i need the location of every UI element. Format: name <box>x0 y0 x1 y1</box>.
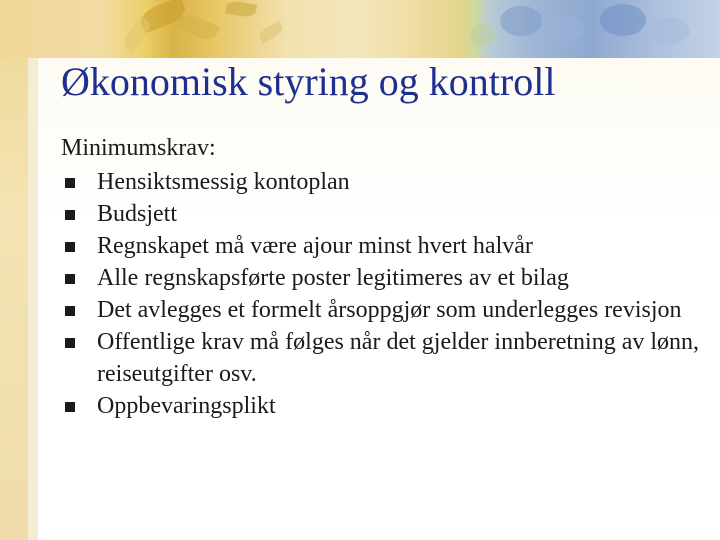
list-item-text: Oppbevaringsplikt <box>97 393 276 419</box>
top-decorative-band <box>0 0 720 58</box>
intro-text: Minimumskrav: <box>61 135 216 161</box>
list-item-text: Det avlegges et formelt årsoppgjør som underlegges revisjon <box>97 297 682 323</box>
flower-decoration <box>500 6 542 36</box>
square-bullet-icon <box>65 402 75 412</box>
left-decorative-strip <box>0 0 28 540</box>
leaf-decoration <box>120 16 154 52</box>
square-bullet-icon <box>65 178 75 188</box>
square-bullet-icon <box>65 242 75 252</box>
list-item <box>61 230 711 262</box>
leaf-decoration <box>257 20 286 43</box>
list-item-text: Budsjett <box>97 201 178 227</box>
square-bullet-icon <box>65 306 75 316</box>
list-item-text: Regnskapet må være ajour minst hvert halvår <box>97 233 533 259</box>
list-item <box>61 166 711 198</box>
flower-decoration <box>600 4 646 36</box>
slide-body <box>61 132 711 422</box>
flower-decoration <box>650 18 690 44</box>
list-item <box>61 198 711 230</box>
list-item <box>61 390 711 422</box>
square-bullet-icon <box>65 210 75 220</box>
bullet-list <box>61 166 711 422</box>
slide-title: Økonomisk styring og kontroll <box>61 59 556 104</box>
list-item-text: Offentlige krav må følges når det gjelder innberetning av lønn, reiseutgifter osv. <box>97 329 700 387</box>
leaf-decoration <box>225 0 257 18</box>
flower-decoration <box>548 16 584 42</box>
square-bullet-icon <box>65 338 75 348</box>
list-item-text: Alle regnskapsførte poster legitimeres av et bilag <box>97 265 569 291</box>
list-item <box>61 294 711 326</box>
list-item <box>61 262 711 294</box>
square-bullet-icon <box>65 274 75 284</box>
list-item <box>61 326 711 390</box>
leaf-decoration <box>176 10 220 43</box>
list-item-text: Hensiktsmessig kontoplan <box>97 169 350 195</box>
flower-decoration <box>470 24 496 46</box>
